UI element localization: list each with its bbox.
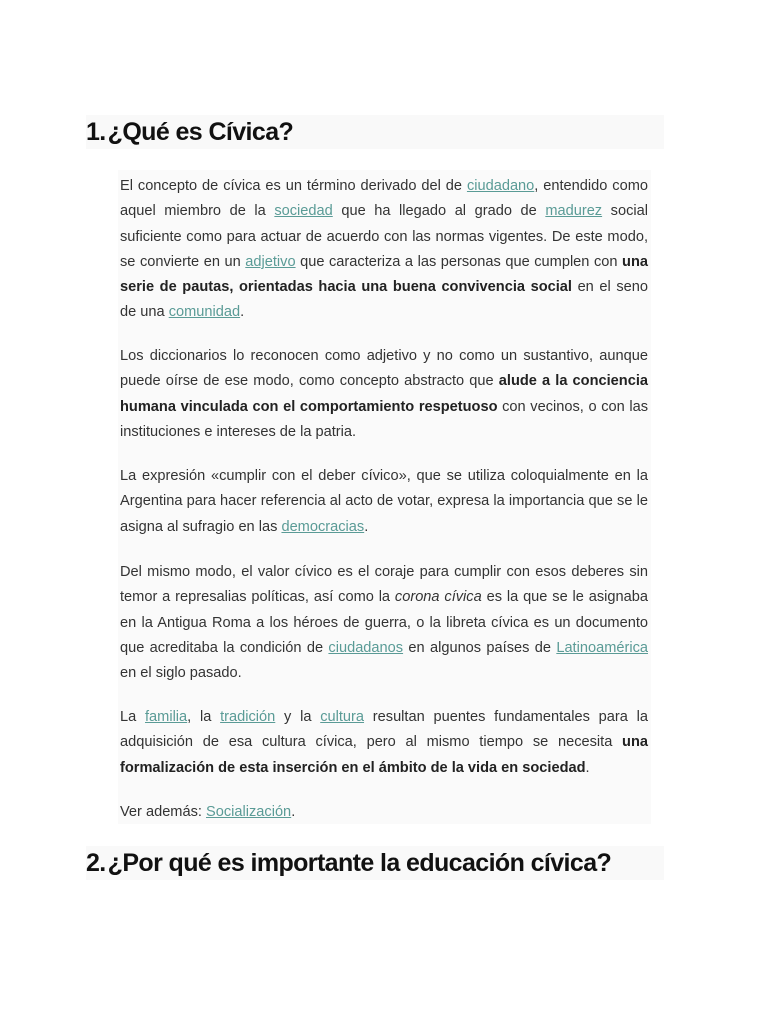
section-number: 2. (86, 849, 106, 877)
text-run: Los diccionarios lo reconocen como adjetivo y no como un sustantivo, aunque puede oírse de ese modo, como concepto abstracto que (120, 348, 648, 390)
link-sociedad[interactable]: sociedad (274, 203, 333, 220)
link-cultura[interactable]: cultura (320, 709, 365, 725)
paragraph (120, 705, 648, 781)
link-comunidad[interactable]: comunidad (168, 304, 241, 321)
paragraph (120, 174, 648, 326)
article-body (118, 170, 651, 824)
text-run: La expresión «cumplir con el deber cívico», que se utiliza coloquialmente en la Argentina para hacer referencia al acto de votar, expresa la importancia que se le asigna al sufragio en las (120, 468, 648, 535)
paragraph (120, 344, 648, 445)
text-run: social suficiente como para actuar de acuerdo con las normas vigentes. De este modo, se convierte en un (120, 203, 648, 270)
link-democracias[interactable]: democracias (281, 518, 365, 535)
text-run: . (240, 304, 245, 321)
text-run: que caracteriza a las personas que cumplen con (295, 253, 623, 270)
link-ciudadano[interactable]: ciudadano (466, 178, 535, 194)
section-title: ¿Qué es Cívica? (107, 118, 294, 146)
text-run: en el siglo pasado. (120, 665, 242, 682)
text-run: La (120, 709, 145, 725)
text-run: en el seno de una (120, 279, 649, 321)
link-familia[interactable]: familia (145, 709, 188, 725)
link-madurez[interactable]: madurez (545, 203, 603, 220)
section-heading-1 (86, 115, 664, 149)
text-run: , la (187, 709, 221, 725)
link-socializacion[interactable]: Socialización (206, 804, 292, 820)
section-heading-2 (86, 846, 664, 880)
text-run: es la que se le asignaba en la Antigua Roma a los héroes de guerra, o la libreta cívica es un documento que acreditaba la condición de (120, 589, 648, 656)
text-run: en algunos países de (403, 639, 557, 656)
link-ciudadanos[interactable]: ciudadanos (328, 639, 404, 656)
bold-text: una serie de pautas, orientadas hacia una buena convivencia social (120, 253, 648, 296)
link-adjetivo[interactable]: adjetivo (245, 253, 296, 270)
italic-text: corona cívica (394, 589, 482, 606)
text-run: con vecinos, o con las instituciones e intereses de la patria. (120, 398, 649, 440)
section-title: ¿Por qué es importante la educación cívica? (107, 849, 612, 877)
link-latinoamerica[interactable]: Latinoamérica (556, 639, 648, 656)
section-number: 1. (86, 118, 106, 146)
text-run: , entendido como aquel miembro de la (120, 178, 648, 220)
text-run: El concepto de cívica es un término derivado del de (120, 178, 467, 194)
text-run: . (585, 759, 590, 776)
text-run: que ha llegado al grado de (332, 203, 546, 220)
paragraph (120, 560, 648, 686)
paragraph (120, 464, 648, 540)
text-run: Del mismo modo, el valor cívico es el coraje para cumplir con esos deberes sin temor a represalias políticas, así como la (120, 564, 648, 606)
bold-text: alude a la conciencia humana vinculada con el comportamiento respetuoso (120, 373, 648, 415)
see-also (120, 800, 648, 825)
link-tradicion[interactable]: tradición (220, 709, 276, 725)
text-run: y la (275, 709, 321, 725)
bold-text: una formalización de esta inserción en el ámbito de la vida en sociedad (120, 734, 648, 776)
text-run: resultan puentes fundamentales para la adquisición de esa cultura cívica, pero al mismo tiempo se necesita (120, 709, 648, 751)
text-run: . (364, 518, 369, 535)
text-run: . (291, 804, 296, 820)
text-run: Ver además: (120, 804, 206, 820)
